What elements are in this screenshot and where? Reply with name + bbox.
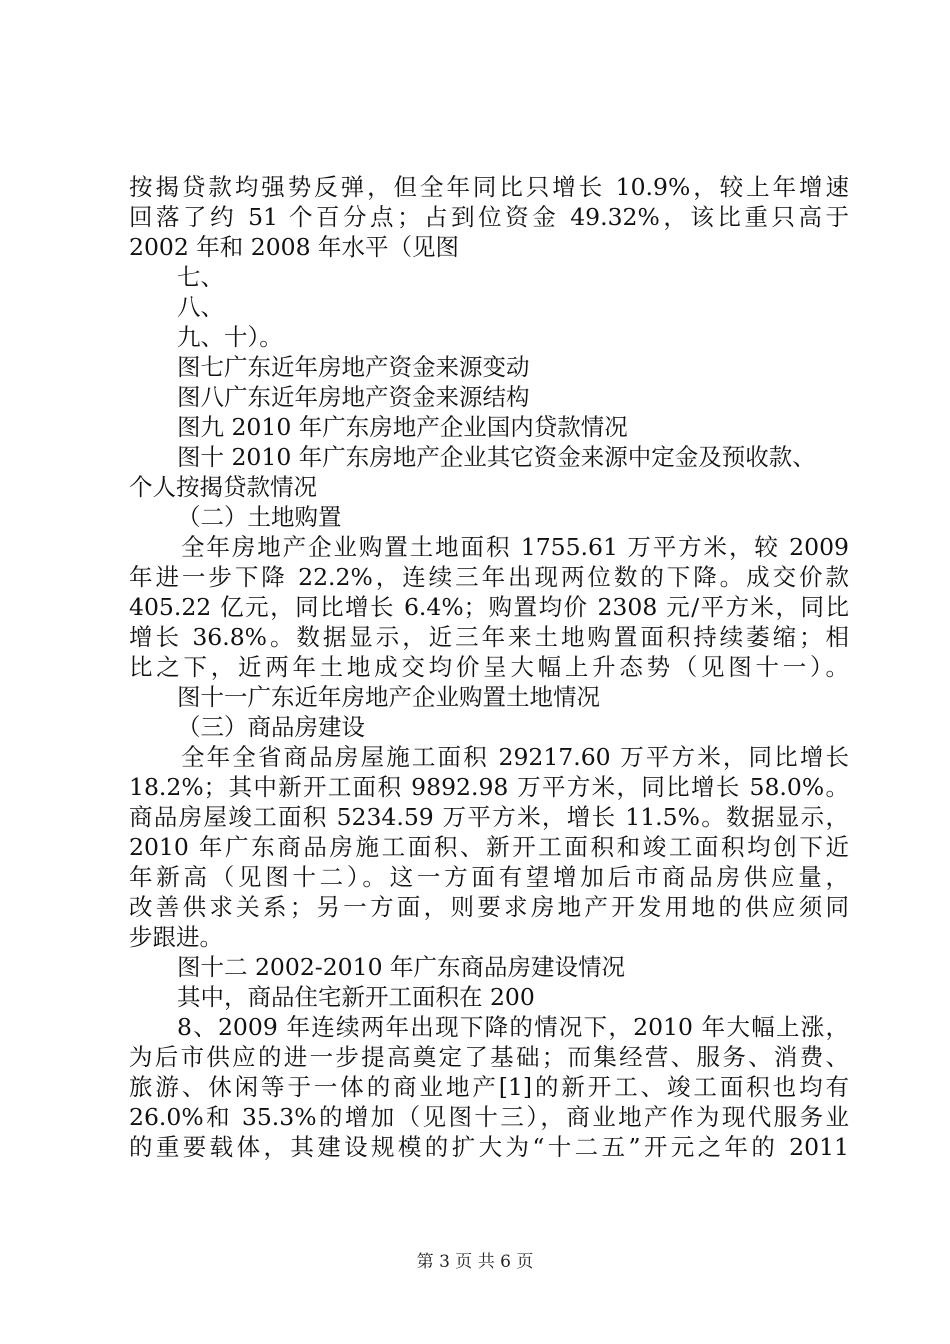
text-line: 2010 年广东商品房施工面积、新开工面积和竣工面积均创下近 [129, 833, 849, 861]
text-line: 图九 2010 年广东房地产企业国内贷款情况 [177, 413, 628, 441]
text-line: 的重要载体，其建设规模的扩大为“十二五”开元之年的 2011 [129, 1133, 849, 1161]
text-line: 年新高（见图十二）。这一方面有望增加后市商品房供应量， [129, 863, 849, 891]
text-line: 全年全省商品房屋施工面积 29217.60 万平方米，同比增长 [181, 743, 849, 771]
text-line: 26.0%和 35.3%的增加（见图十三），商业地产作为现代服务业 [129, 1103, 849, 1131]
document-body [129, 172, 849, 1162]
text-line: 年进一步下降 22.2%，连续三年出现两位数的下降。成交价款 [129, 563, 849, 591]
text-line: 图八广东近年房地产资金来源结构 [177, 383, 530, 411]
text-line: 增长 36.8%。数据显示，近三年来土地购置面积持续萎缩；相 [129, 623, 849, 651]
text-line: 图七广东近年房地产资金来源变动 [177, 353, 530, 381]
text-line: 2002 年和 2008 年水平（见图 [129, 233, 460, 261]
text-line: 其中，商品住宅新开工面积在 200 [177, 983, 535, 1011]
text-line: 为后市供应的进一步提高奠定了基础；而集经营、服务、消费、 [129, 1043, 849, 1071]
text-line: （二）土地购置 [177, 503, 342, 531]
text-line: 旅游、休闲等于一体的商业地产[1]的新开工、竣工面积也均有 [129, 1073, 849, 1101]
text-line: 商品房屋竣工面积 5234.59 万平方米，增长 11.5%。数据显示， [129, 803, 849, 831]
text-line: 图十二 2002-2010 年广东商品房建设情况 [177, 953, 625, 981]
page-number-footer: 第 3 页 共 6 页 [416, 1252, 534, 1272]
text-line: 全年房地产企业购置土地面积 1755.61 万平方米，较 2009 [181, 533, 849, 561]
text-line: 图十一广东近年房地产企业购置土地情况 [177, 683, 600, 711]
text-line: 图十 2010 年广东房地产企业其它资金来源中定金及预收款、 [177, 443, 816, 471]
text-line: 个人按揭贷款情况 [129, 473, 317, 501]
text-line: 八、 [177, 293, 224, 321]
text-line: 比之下，近两年土地成交均价呈大幅上升态势（见图十一）。 [129, 653, 849, 681]
text-line: 18.2%；其中新开工面积 9892.98 万平方米，同比增长 58.0%。 [129, 773, 849, 801]
text-line: （三）商品房建设 [177, 713, 365, 741]
text-line: 步跟进。 [129, 923, 223, 951]
text-line: 九、十）。 [177, 323, 283, 351]
text-line: 405.22 亿元，同比增长 6.4%；购置均价 2308 元/平方米，同比 [129, 593, 849, 621]
text-line: 按揭贷款均强势反弹，但全年同比只增长 10.9%，较上年增速 [129, 173, 849, 201]
text-line: 回落了约 51 个百分点；占到位资金 49.32%，该比重只高于 [129, 203, 849, 231]
text-line: 8、2009 年连续两年出现下降的情况下，2010 年大幅上涨， [177, 1013, 849, 1041]
text-line: 改善供求关系；另一方面，则要求房地产开发用地的供应须同 [129, 893, 849, 921]
text-line: 七、 [177, 263, 224, 291]
